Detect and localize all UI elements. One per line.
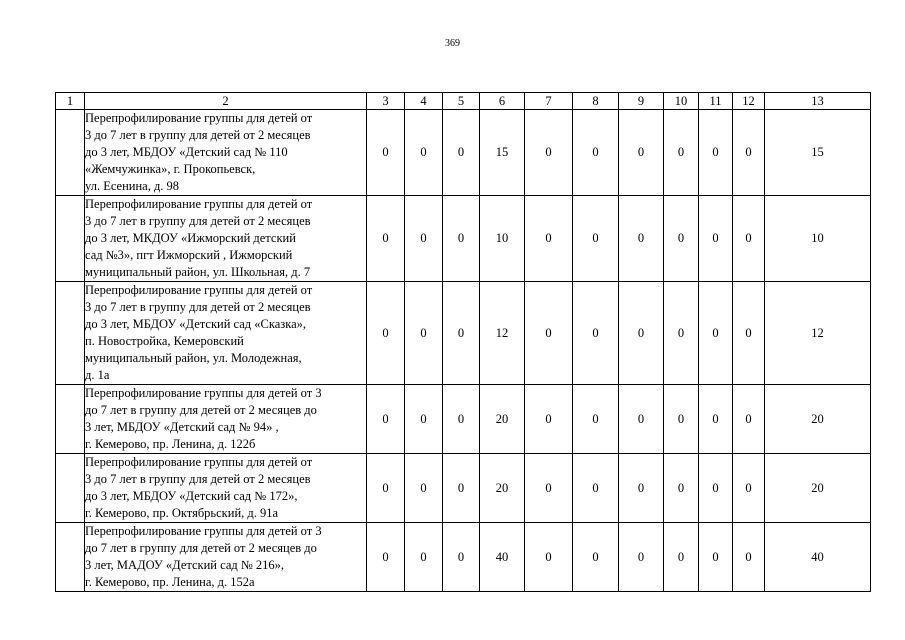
table-row xyxy=(56,196,871,282)
value-cell: 0 xyxy=(619,385,664,454)
value-cell: 0 xyxy=(367,196,405,282)
header-cell: 1 xyxy=(56,93,85,110)
value-cell: 0 xyxy=(367,523,405,592)
value-cell: 20 xyxy=(480,454,525,523)
value-cell: 0 xyxy=(619,454,664,523)
value-cell: 0 xyxy=(573,110,619,196)
value-cell: 0 xyxy=(699,523,733,592)
table-row xyxy=(56,523,871,592)
page-number: 369 xyxy=(445,38,460,49)
header-row xyxy=(56,93,871,110)
header-cell: 8 xyxy=(573,93,619,110)
value-cell: 20 xyxy=(765,385,871,454)
description-cell: Перепрофилирование группы для детей от 3 до 7 лет в группу для детей от 2 месяцев до 3 лет, МБДОУ «Детский сад № 94» , г. Кемерово, пр. Ленина, д. 122б xyxy=(85,385,367,454)
header-cell: 9 xyxy=(619,93,664,110)
value-cell: 0 xyxy=(619,196,664,282)
header-cell: 13 xyxy=(765,93,871,110)
value-cell: 0 xyxy=(664,385,699,454)
value-cell: 0 xyxy=(405,196,443,282)
header-cell: 3 xyxy=(367,93,405,110)
value-cell: 0 xyxy=(619,282,664,385)
value-cell: 0 xyxy=(405,282,443,385)
value-cell: 0 xyxy=(525,282,573,385)
value-cell: 0 xyxy=(733,196,765,282)
description-cell: Перепрофилирование группы для детей от 3 до 7 лет в группу для детей от 2 месяцев до 3 лет, МКДОУ «Ижморский детский сад №3», пгт Ижморский , Ижморский муниципальный район, ул. Школьная, д. 7 xyxy=(85,196,367,282)
value-cell: 0 xyxy=(664,196,699,282)
value-cell: 0 xyxy=(699,454,733,523)
value-cell: 0 xyxy=(525,523,573,592)
value-cell: 0 xyxy=(664,282,699,385)
value-cell: 0 xyxy=(525,385,573,454)
value-cell: 0 xyxy=(733,523,765,592)
value-cell: 0 xyxy=(733,385,765,454)
value-cell: 0 xyxy=(664,523,699,592)
value-cell: 10 xyxy=(765,196,871,282)
value-cell: 0 xyxy=(733,110,765,196)
value-cell: 40 xyxy=(480,523,525,592)
value-cell: 20 xyxy=(480,385,525,454)
value-cell: 0 xyxy=(573,523,619,592)
value-cell: 0 xyxy=(525,454,573,523)
value-cell: 0 xyxy=(573,282,619,385)
header-cell: 2 xyxy=(85,93,367,110)
value-cell: 0 xyxy=(699,110,733,196)
row-index-cell xyxy=(56,523,85,592)
value-cell: 0 xyxy=(573,196,619,282)
row-index-cell xyxy=(56,282,85,385)
value-cell: 0 xyxy=(733,454,765,523)
value-cell: 0 xyxy=(699,385,733,454)
header-cell: 6 xyxy=(480,93,525,110)
value-cell: 0 xyxy=(664,110,699,196)
value-cell: 0 xyxy=(367,110,405,196)
value-cell: 0 xyxy=(619,110,664,196)
value-cell: 0 xyxy=(367,454,405,523)
value-cell: 0 xyxy=(367,385,405,454)
table-row xyxy=(56,385,871,454)
value-cell: 0 xyxy=(443,282,480,385)
value-cell: 0 xyxy=(405,110,443,196)
value-cell: 20 xyxy=(765,454,871,523)
row-index-cell xyxy=(56,454,85,523)
description-cell: Перепрофилирование группы для детей от 3 до 7 лет в группу для детей от 2 месяцев до 3 лет, МАДОУ «Детский сад № 216», г. Кемерово, пр. Ленина, д. 152а xyxy=(85,523,367,592)
header-cell: 4 xyxy=(405,93,443,110)
table-header xyxy=(56,93,871,110)
value-cell: 0 xyxy=(443,385,480,454)
header-cell: 12 xyxy=(733,93,765,110)
value-cell: 0 xyxy=(664,454,699,523)
description-cell: Перепрофилирование группы для детей от 3 до 7 лет в группу для детей от 2 месяцев до 3 лет, МБДОУ «Детский сад «Сказка», п. Новостройка, Кемеровский муниципальный район, ул. Молодежная, д. 1а xyxy=(85,282,367,385)
value-cell: 0 xyxy=(443,523,480,592)
row-index-cell xyxy=(56,196,85,282)
value-cell: 12 xyxy=(765,282,871,385)
value-cell: 0 xyxy=(405,385,443,454)
value-cell: 0 xyxy=(443,110,480,196)
table-body xyxy=(56,110,871,592)
value-cell: 0 xyxy=(699,196,733,282)
value-cell: 0 xyxy=(367,282,405,385)
value-cell: 10 xyxy=(480,196,525,282)
row-index-cell xyxy=(56,385,85,454)
row-index-cell xyxy=(56,110,85,196)
header-cell: 5 xyxy=(443,93,480,110)
value-cell: 0 xyxy=(405,523,443,592)
description-cell: Перепрофилирование группы для детей от 3 до 7 лет в группу для детей от 2 месяцев до 3 лет, МБДОУ «Детский сад № 172», г. Кемерово, пр. Октябрьский, д. 91а xyxy=(85,454,367,523)
table-row xyxy=(56,282,871,385)
value-cell: 0 xyxy=(573,385,619,454)
value-cell: 12 xyxy=(480,282,525,385)
value-cell: 0 xyxy=(443,196,480,282)
header-cell: 11 xyxy=(699,93,733,110)
table-row xyxy=(56,454,871,523)
table-row xyxy=(56,110,871,196)
data-table xyxy=(55,92,871,592)
value-cell: 15 xyxy=(765,110,871,196)
value-cell: 0 xyxy=(525,196,573,282)
value-cell: 0 xyxy=(525,110,573,196)
description-cell: Перепрофилирование группы для детей от 3 до 7 лет в группу для детей от 2 месяцев до 3 лет, МБДОУ «Детский сад № 110 «Жемчужинка», г. Прокопьевск, ул. Есенина, д. 98 xyxy=(85,110,367,196)
header-cell: 7 xyxy=(525,93,573,110)
value-cell: 40 xyxy=(765,523,871,592)
value-cell: 0 xyxy=(405,454,443,523)
value-cell: 0 xyxy=(619,523,664,592)
value-cell: 15 xyxy=(480,110,525,196)
value-cell: 0 xyxy=(733,282,765,385)
value-cell: 0 xyxy=(699,282,733,385)
value-cell: 0 xyxy=(443,454,480,523)
value-cell: 0 xyxy=(573,454,619,523)
header-cell: 10 xyxy=(664,93,699,110)
